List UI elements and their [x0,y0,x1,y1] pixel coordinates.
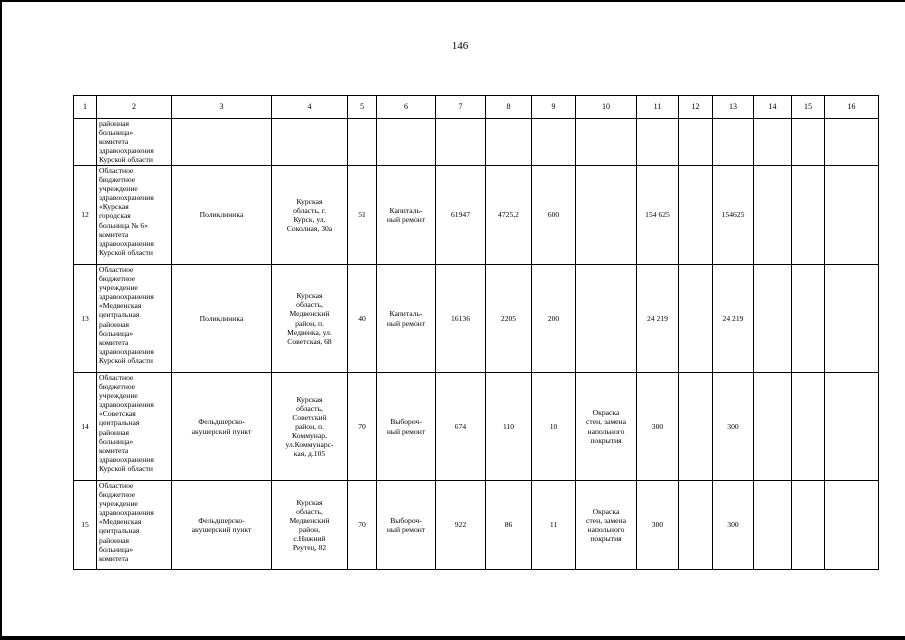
cell-c8: 110 [486,373,532,481]
frame-border-left [0,0,2,640]
header-cell: 5 [348,96,377,119]
cell-c8: 4725,2 [486,166,532,265]
cell-c5: 70 [348,373,377,481]
cell-c13: 24 219 [713,265,754,373]
cell-address: Курская область, Советский район, п. Коммунар, ул.Коммунарс- кая, д.105 [272,373,348,481]
cell-c10: Окраска стен, замена напольного покрытия [576,481,637,570]
cell-org: Областное бюджетное учреждение здравоохранения «Медвенская центральная районная больница» комитета [97,481,172,570]
cell-c11: 300 [637,373,679,481]
header-cell: 7 [436,96,486,119]
header-cell: 13 [713,96,754,119]
frame-border-top [0,0,905,2]
header-cell: 16 [825,96,879,119]
cell-address: Курская область, Медвенский район, с.Нижний Реутец, 82 [272,481,348,570]
cell-c10 [576,265,637,373]
cell-c13: 154625 [713,166,754,265]
cell-c16 [825,166,879,265]
header-cell: 12 [679,96,713,119]
header-cell: 9 [532,96,576,119]
cell-c15 [792,373,825,481]
cell-num: 15 [74,481,97,570]
table-row [74,119,879,166]
header-cell: 2 [97,96,172,119]
cell-type [172,119,272,166]
cell-address [272,119,348,166]
cell-type: Поликлиника [172,265,272,373]
cell-c14 [754,119,792,166]
cell-num: 14 [74,373,97,481]
cell-c11: 300 [637,481,679,570]
cell-c5: 70 [348,481,377,570]
cell-org: Областное бюджетное учреждение здравоохранения «Медвенская центральная районная больница» комитета здравоохранения Курской области [97,265,172,373]
cell-c10 [576,166,637,265]
cell-c12 [679,119,713,166]
cell-c14 [754,481,792,570]
cell-c15 [792,119,825,166]
cell-c9: 10 [532,373,576,481]
header-cell: 11 [637,96,679,119]
cell-org: Областное бюджетное учреждение здравоохранения «Курская городская больница № 6» комитета здравоохранения Курской области [97,166,172,265]
cell-c13: 300 [713,481,754,570]
header-row [74,96,879,119]
cell-c16 [825,481,879,570]
cell-org: районная больница» комитета здравоохранения Курской области [97,119,172,166]
repair-table [73,95,879,570]
cell-c12 [679,265,713,373]
cell-org: Областное бюджетное учреждение здравоохранения «Советская центральная районная больница» комитета здравоохранения Курской области [97,373,172,481]
cell-c14 [754,373,792,481]
header-cell: 6 [377,96,436,119]
cell-c11: 24 219 [637,265,679,373]
cell-c5: 40 [348,265,377,373]
table-row [74,265,879,373]
cell-c15 [792,481,825,570]
cell-c7: 674 [436,373,486,481]
cell-c7: 61947 [436,166,486,265]
cell-type: Фельдшерско- акушерский пункт [172,373,272,481]
frame-border-bottom [0,636,905,640]
header-cell: 14 [754,96,792,119]
cell-c11 [637,119,679,166]
cell-c14 [754,166,792,265]
cell-num: 13 [74,265,97,373]
cell-num: 12 [74,166,97,265]
cell-work: Выбороч- ный ремонт [377,373,436,481]
cell-c9 [532,119,576,166]
header-cell: 1 [74,96,97,119]
cell-num [74,119,97,166]
cell-c8 [486,119,532,166]
cell-type: Фельдшерско- акушерский пункт [172,481,272,570]
cell-c7 [436,119,486,166]
cell-work [377,119,436,166]
cell-c7: 16136 [436,265,486,373]
cell-type: Поликлиника [172,166,272,265]
cell-c8: 2205 [486,265,532,373]
cell-c12 [679,481,713,570]
cell-c14 [754,265,792,373]
cell-c5: 51 [348,166,377,265]
table-row [74,373,879,481]
header-cell: 8 [486,96,532,119]
cell-address: Курская область, г. Курск, ул. Соколная, 30а [272,166,348,265]
cell-work: Выбороч- ный ремонт [377,481,436,570]
cell-c13: 300 [713,373,754,481]
cell-address: Курская область, Медвенский район, п. Медвенка, ул. Советская, 68 [272,265,348,373]
page-number: 146 [451,40,469,52]
table-row [74,481,879,570]
cell-c10: Окраска стен, замена напольного покрытия [576,373,637,481]
cell-c10 [576,119,637,166]
cell-c11: 154 625 [637,166,679,265]
cell-c9: 11 [532,481,576,570]
cell-c7: 922 [436,481,486,570]
table-row [74,166,879,265]
cell-c12 [679,373,713,481]
cell-work: Капиталь- ный ремонт [377,166,436,265]
cell-c16 [825,119,879,166]
cell-c5 [348,119,377,166]
header-cell: 10 [576,96,637,119]
cell-c15 [792,265,825,373]
cell-work: Капиталь- ный ремонт [377,265,436,373]
cell-c8: 86 [486,481,532,570]
header-cell: 4 [272,96,348,119]
header-cell: 15 [792,96,825,119]
cell-c16 [825,373,879,481]
cell-c9: 600 [532,166,576,265]
cell-c9: 200 [532,265,576,373]
cell-c12 [679,166,713,265]
cell-c16 [825,265,879,373]
header-cell: 3 [172,96,272,119]
cell-c13 [713,119,754,166]
cell-c15 [792,166,825,265]
